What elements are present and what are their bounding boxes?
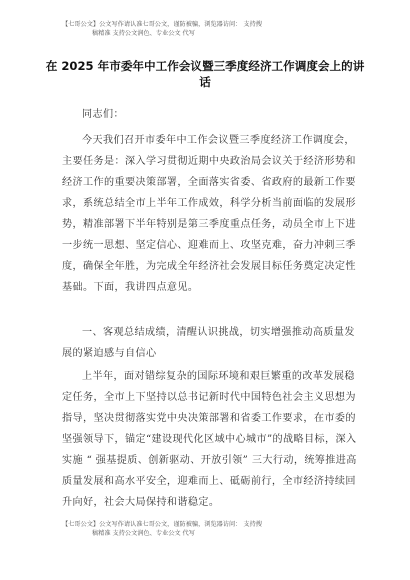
footer-banner-line-1: 【七哥公文】公文写作请认准七哥公文，谨防被骗，浏览器访问： 支持搜 — [62, 521, 262, 528]
paragraph-opening: 今天我们召开市委年中工作会议暨三季度经济工作调度会，主要任务是：深入学习贯彻近期中央政治局会议关于经济形势和经济工作的重要决策部署，全面落实省委、省政府的最新工作要求，系统总结全市上半年工作成效，科学分析当前面临的发展形势，精准部署下半年特别是第三季度重点任务，动员全市上下进一步统一思想、坚定信心、迎难而上、攻坚克难，奋力冲刺三季度，确保全年胜，为完成全年经济社会发展目标任务奠定决定性基础。下面，我讲四点意见。 — [62, 135, 356, 293]
paragraph-first-half-review: 上半年，面对错综复杂的国际环境和艰巨繁重的改革发展稳定任务，全市上下坚持以总书记新时代中国特色社会主义思想为指导，坚决贯彻落实党中央决策部署和省委工作要求，在市委的坚强领导下，锚定“建设现代化区域中心城市”的战略目标，深入实施 “ 强基提质、创新驱动、开放引领” 三大行动，统筹推进高质量发展和高水平安全，迎难而上、砥砺前行，全市经济持续回升向好，社会大局保持和谐稳定。 — [62, 371, 357, 508]
header-banner-line-1: 【七哥公文】公文写作请认准七哥公文，谨防被骗，浏览器访问： 支持搜 — [62, 21, 262, 28]
footer-watermark-banner — [62, 520, 362, 538]
footer-banner-line-2: 稿精准 支持公文润色、专业公文 代写 — [92, 530, 195, 537]
greeting: 同志们： — [82, 109, 124, 120]
document-title: 在 2025 年市委年中工作会议暨三季度经济工作调度会上的讲话 — [45, 59, 365, 89]
section-heading-1: 一、客观总结成绩，清醒认识挑战，切实增强推动高质量发展的紧迫感与自信心 — [62, 327, 355, 359]
header-watermark-banner — [62, 20, 362, 38]
header-banner-line-2: 稿精准 支持公文润色、专业公文 代写 — [92, 30, 195, 37]
